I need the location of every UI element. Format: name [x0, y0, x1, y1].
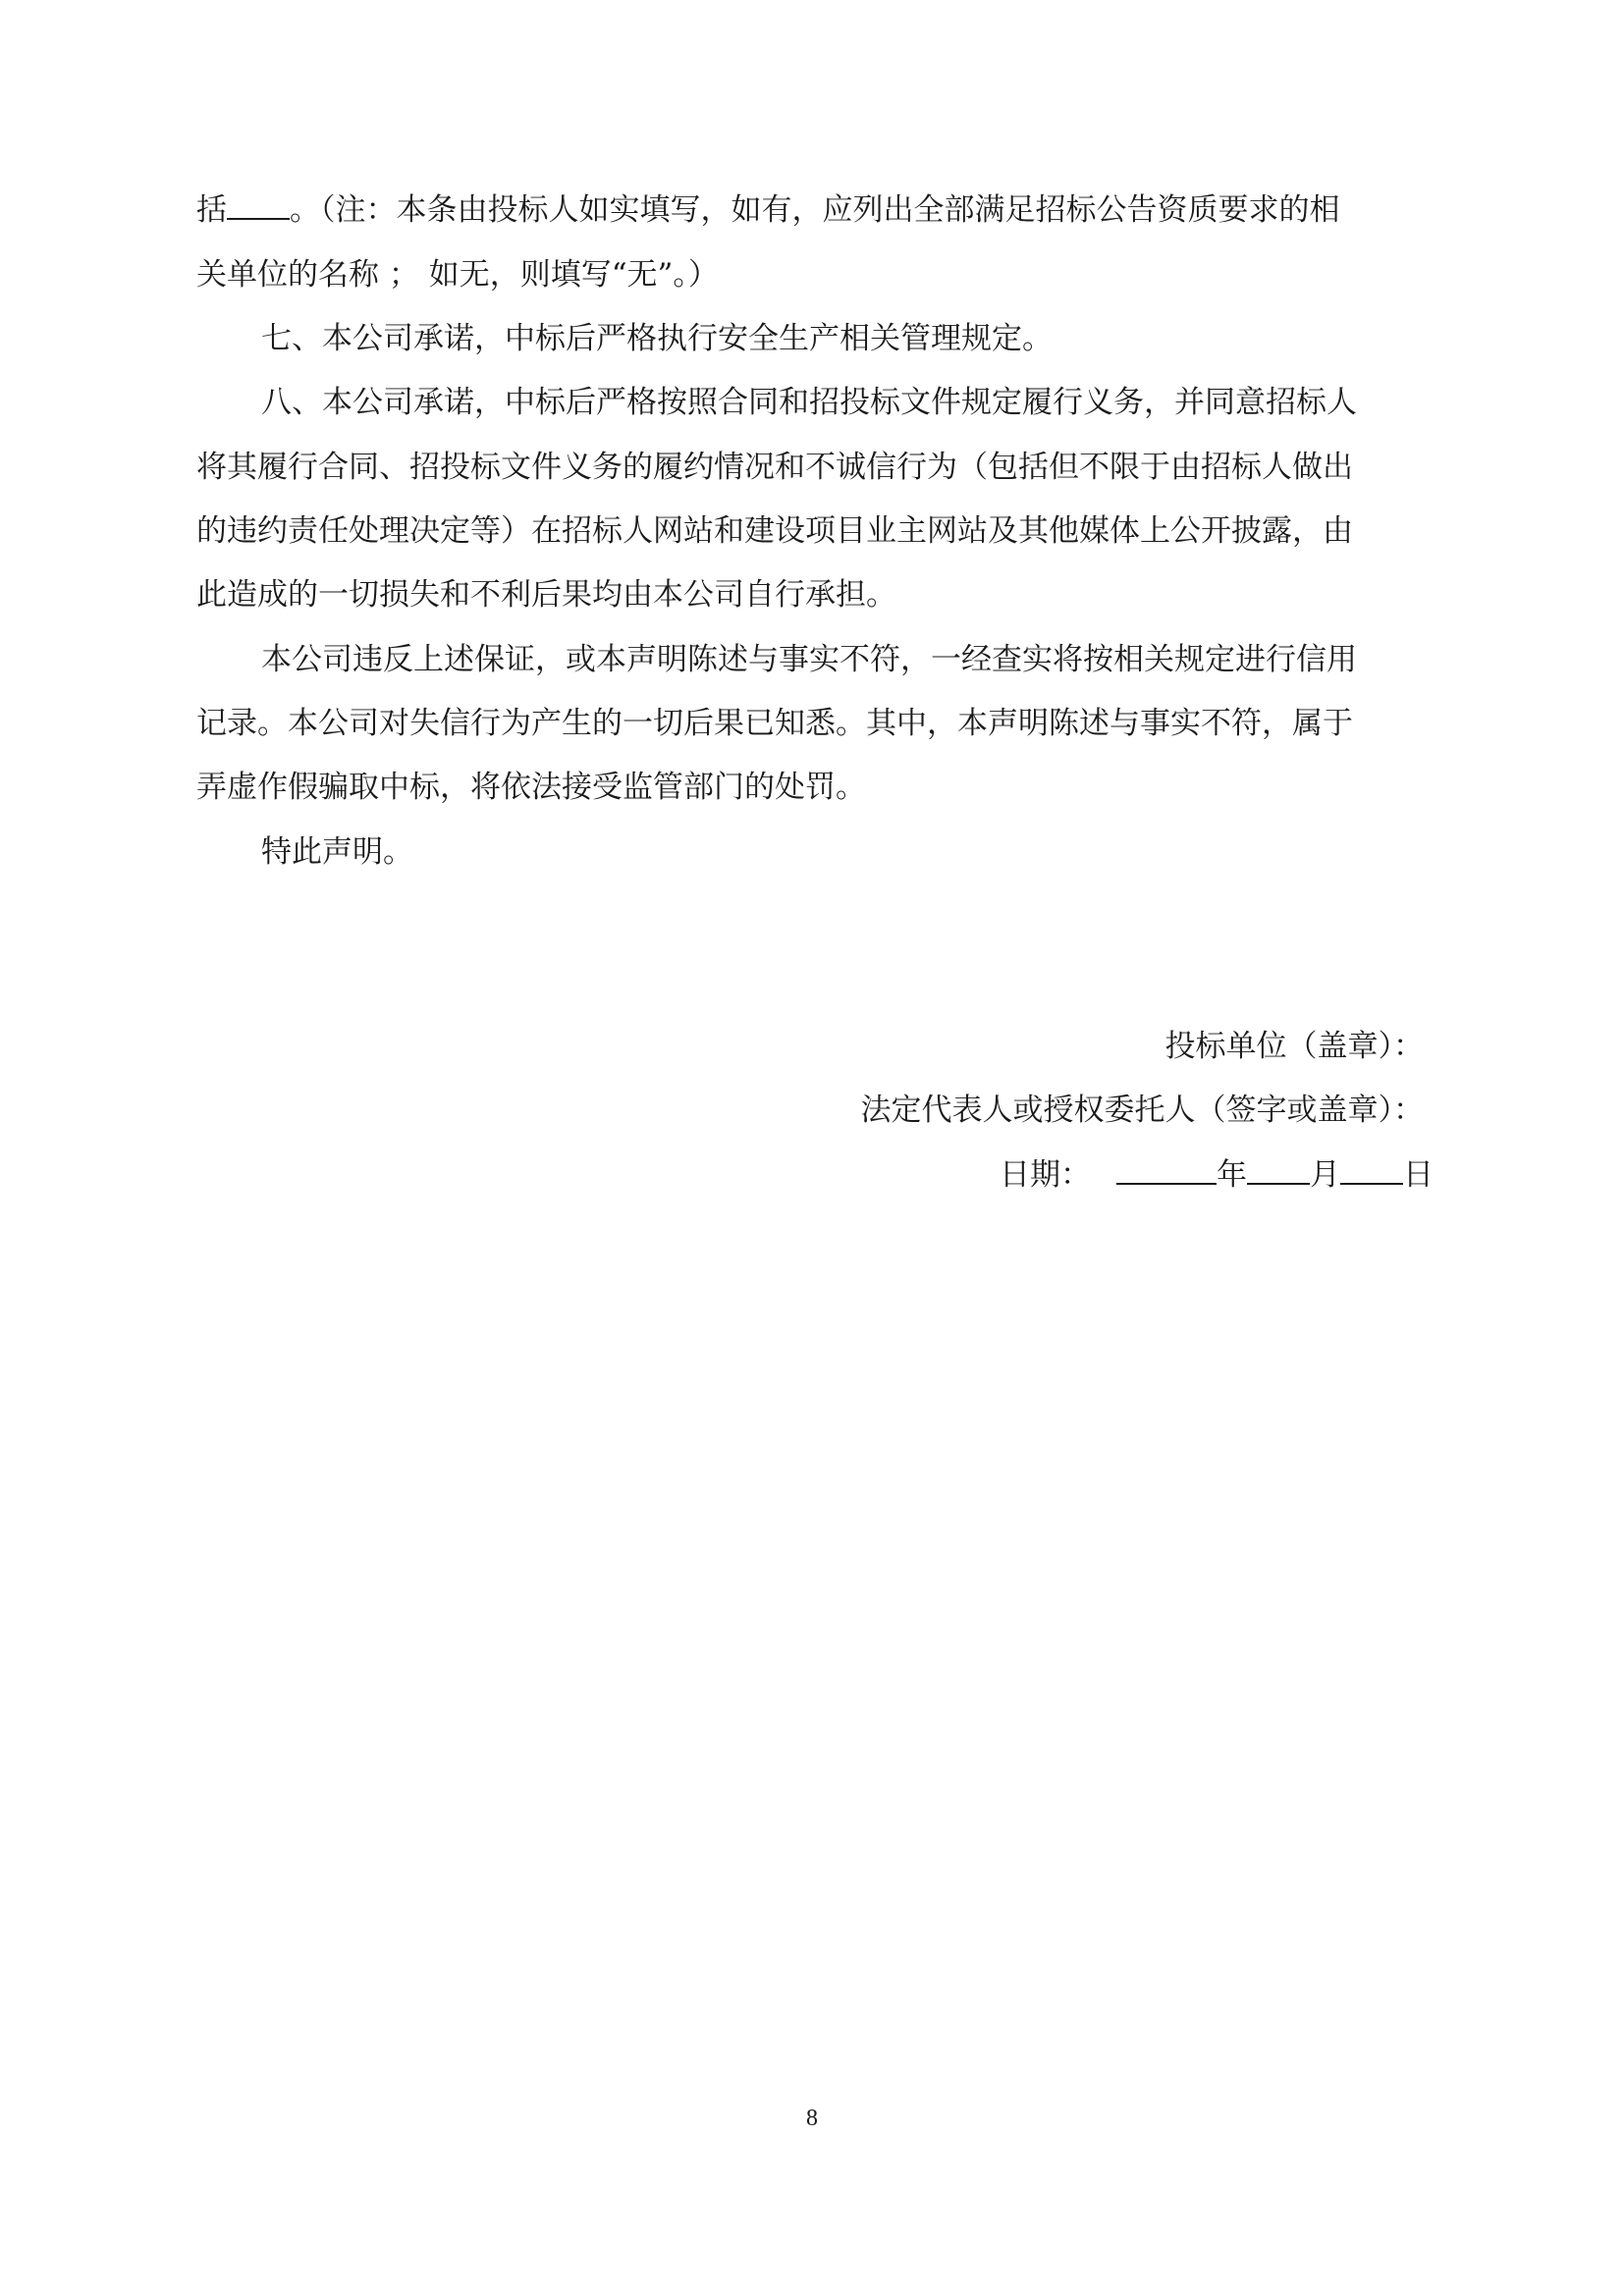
fill-blank-count — [227, 188, 290, 220]
date-line — [1000, 1153, 1434, 1197]
paragraph-7: 七、本公司承诺，中标后严格执行安全生产相关管理规定。 — [261, 321, 1053, 356]
month-blank — [1247, 1153, 1310, 1185]
month-label: 月 — [1310, 1157, 1340, 1193]
paragraph-6-note: 。（注：本条由投标人如实填写，如有，应列出全部满足招标公告资质要求的相 — [290, 192, 1340, 228]
bidder-seal-label: 投标单位（盖章）： — [1164, 1029, 1424, 1064]
paragraph-9-line-3: 弄虚作假骗取中标，将依法接受监管部门的处罚。 — [196, 770, 866, 805]
date-label: 日期： — [1000, 1157, 1091, 1193]
paragraph-8-line-2: 将其履行合同、招投标文件义务的履约情况和不诚信行为（包括但不限于由招标人做出 — [196, 450, 1353, 485]
day-label: 日 — [1403, 1157, 1434, 1193]
paragraph-8-line-3: 的违约责任处理决定等）在招标人网站和建设项目业主网站及其他媒体上公开披露，由 — [196, 513, 1353, 549]
paragraph-6-line-1 — [196, 188, 1434, 232]
paragraph-8-line-1: 八、本公司承诺，中标后严格按照合同和招投标文件规定履行义务，并同意招标人 — [261, 385, 1357, 420]
paragraph-9-line-1: 本公司违反上述保证，或本声明陈述与事实不符，一经查实将按相关规定进行信用 — [261, 642, 1357, 677]
paragraph-8-line-4: 此造成的一切损失和不利后果均由本公司自行承担。 — [196, 577, 896, 613]
paragraph-9-line-2: 记录。本公司对失信行为产生的一切后果已知悉。其中，本声明陈述与事实不符，属于 — [196, 706, 1353, 741]
year-blank — [1116, 1153, 1217, 1185]
closing-statement: 特此声明。 — [261, 834, 413, 870]
representative-signature-label: 法定代表人或授权委托人（签字或盖章）： — [860, 1093, 1424, 1128]
day-blank — [1340, 1153, 1403, 1185]
page-number: 8 — [806, 2106, 818, 2131]
paragraph-6-line-2: 关单位的名称 ； 如无，则填写“无”。） — [196, 257, 719, 293]
year-label: 年 — [1217, 1157, 1247, 1193]
paragraph-6-prefix: 括 — [196, 192, 227, 228]
